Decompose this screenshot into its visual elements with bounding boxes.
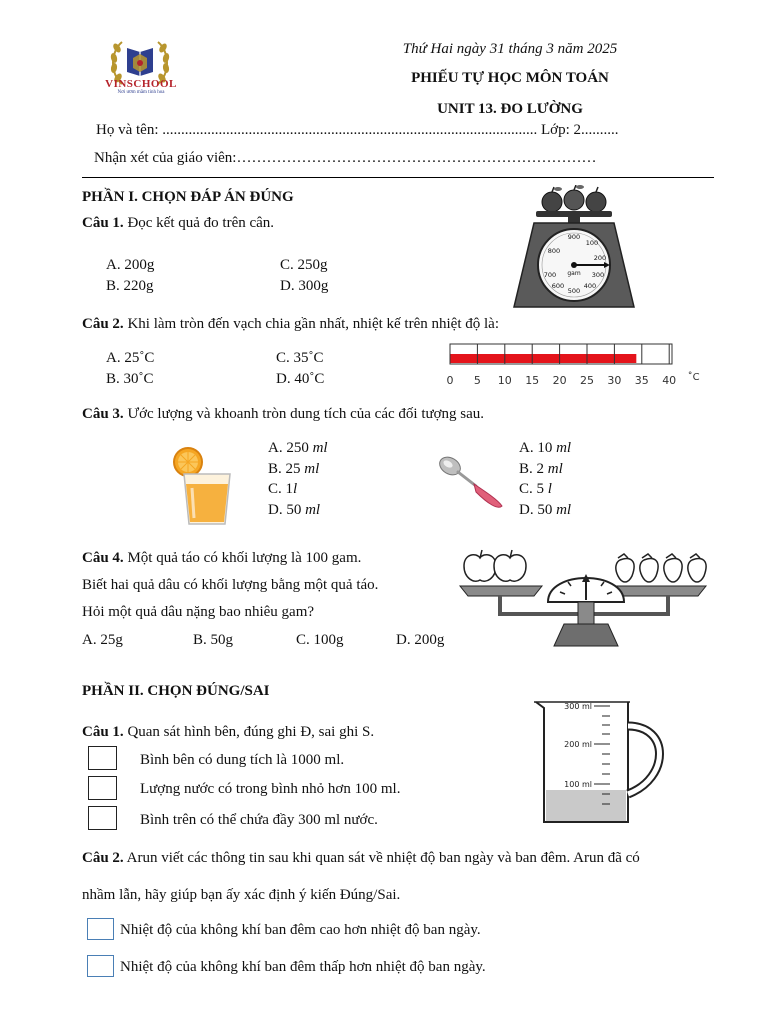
question-text: Quan sát hình bên, đúng ghi Đ, sai ghi S. xyxy=(123,724,375,740)
question-text: Ước lượng và khoanh tròn dung tích của các đối tượng sau. xyxy=(123,406,485,422)
thermometer-level xyxy=(450,354,636,363)
option-a[interactable]: A. 25g xyxy=(82,632,123,648)
statement-text: Nhiệt độ của không khí ban đêm cao hơn nhiệt độ ban ngày. xyxy=(120,922,481,938)
part2-q2-text xyxy=(82,848,640,868)
part1-q1-text xyxy=(82,213,274,233)
part1-q4-text xyxy=(82,548,361,568)
option-b[interactable]: B. 50g xyxy=(193,632,234,648)
answer-box[interactable] xyxy=(88,776,117,800)
scale-tick-label: 200 xyxy=(593,254,607,262)
question-text: Arun viết các thông tin sau khi quan sát về nhiệt độ ban ngày và ban đêm. Arun đã có xyxy=(123,850,640,866)
question-label: Câu 2. xyxy=(82,850,124,866)
glass-options xyxy=(268,438,328,520)
thermometer-tick-label: 30 xyxy=(607,374,622,387)
thermometer-tick-label: 40 xyxy=(662,374,677,387)
part1-q4-line2: Biết hai quả dâu có khối lượng bằng một quả táo. xyxy=(82,577,379,593)
apple-icon xyxy=(542,185,606,212)
measuring-jug-figure xyxy=(530,698,670,828)
option-b[interactable]: B. 25 ml xyxy=(268,460,320,477)
thermometer-tick-label: 20 xyxy=(552,374,567,387)
option-c[interactable]: C. 100g xyxy=(296,632,344,648)
scale-tick-label: 900 xyxy=(567,233,581,241)
option-a[interactable]: A. 10 ml xyxy=(519,440,572,456)
statement-text: Bình trên có thể chứa đầy 300 ml nước. xyxy=(140,812,378,828)
jug-mark-label: 200 ml xyxy=(564,740,592,749)
jug-mark-label: 100 ml xyxy=(564,780,592,789)
scale-tick-label: 400 xyxy=(583,282,597,290)
thermometer-tick-label: 0 xyxy=(446,374,454,387)
option-c[interactable]: C. 1l xyxy=(268,481,298,498)
school-name: VINSCHOOL xyxy=(105,78,177,90)
spoon-figure xyxy=(436,454,508,514)
statement-text: Lượng nước có trong bình nhỏ hơn 100 ml. xyxy=(140,781,401,797)
scale-tick-label: 500 xyxy=(567,287,581,295)
part1-q4-line3: Hỏi một quả dâu nặng bao nhiêu gam? xyxy=(82,604,315,620)
balance-scale-figure xyxy=(456,542,722,656)
question-text: Đọc kết quả đo trên cân. xyxy=(123,215,275,231)
option-d[interactable]: D. 50 ml xyxy=(519,501,572,518)
scale-tick-label: 300 xyxy=(591,271,605,279)
question-label: Câu 3. xyxy=(82,406,124,422)
scale-tick-label: 700 xyxy=(543,271,557,279)
question-label: Câu 2. xyxy=(82,316,124,332)
statement-text: Nhiệt độ của không khí ban đêm thấp hơn nhiệt độ ban ngày. xyxy=(120,959,486,975)
worksheet-title: PHIẾU TỰ HỌC MÔN TOÁN xyxy=(411,70,609,86)
scale-tick-label: 600 xyxy=(551,282,565,290)
question-label: Câu 1. xyxy=(82,215,124,231)
scale-tick-label: 800 xyxy=(547,247,561,255)
option-d[interactable]: D. 200g xyxy=(396,632,445,648)
thermometer-tick-label: 15 xyxy=(525,374,540,387)
part2-q1-text xyxy=(82,722,374,742)
part1-heading: PHẦN I. CHỌN ĐÁP ÁN ĐÚNG xyxy=(82,189,294,205)
student-name-line[interactable]: Họ và tên: .................................................................................................... Lớp: 2.......... xyxy=(96,122,619,138)
header-divider xyxy=(82,177,714,178)
option-b[interactable]: B. 2 ml xyxy=(519,460,563,477)
option-d[interactable]: D. 40˚C xyxy=(276,371,325,387)
juice-glass-figure xyxy=(168,444,240,528)
option-b[interactable]: B. 220g xyxy=(106,278,154,294)
question-text: Một quả táo có khối lượng là 100 gam. xyxy=(123,550,362,566)
answer-box[interactable] xyxy=(88,746,117,770)
thermometer-tick-label: 35 xyxy=(634,374,649,387)
answer-box[interactable] xyxy=(87,918,114,940)
option-d[interactable]: D. 50 ml xyxy=(268,501,321,518)
option-b[interactable]: B. 30˚C xyxy=(106,371,154,387)
option-c[interactable]: C. 5 l xyxy=(519,481,552,498)
answer-box[interactable] xyxy=(87,955,114,977)
scale-tick-label: 100 xyxy=(585,239,599,247)
apple-icon xyxy=(464,550,526,581)
option-c[interactable]: C. 250g xyxy=(280,257,328,273)
scale-unit: gam xyxy=(567,270,581,277)
option-c[interactable]: C. 35˚C xyxy=(276,350,324,366)
teacher-comment-line[interactable]: Nhận xét của giáo viên:……………………………………………………………… xyxy=(94,150,597,166)
kitchen-scale-figure xyxy=(508,185,640,311)
part1-q2-text xyxy=(82,314,499,334)
thermometer-figure xyxy=(440,340,710,388)
option-a[interactable]: A. 200g xyxy=(106,257,155,273)
thermometer-tick-label: 25 xyxy=(580,374,594,387)
unit-title: UNIT 13. ĐO LƯỜNG xyxy=(437,101,583,117)
spoon-icon xyxy=(436,454,508,514)
option-d[interactable]: D. 300g xyxy=(280,278,329,294)
spoon-options xyxy=(519,438,571,520)
measuring-jug-icon xyxy=(530,698,670,828)
worksheet-date: Thứ Hai ngày 31 tháng 3 năm 2025 xyxy=(402,41,618,57)
option-a[interactable]: A. 25˚C xyxy=(106,350,155,366)
part1-q3-text xyxy=(82,404,484,424)
question-label: Câu 1. xyxy=(82,724,124,740)
part2-q2-line2: nhầm lẫn, hãy giúp bạn ấy xác định ý kiến Đúng/Sai. xyxy=(82,887,401,903)
question-text: Khi làm tròn đến vạch chia gần nhất, nhiệt kế trên nhiệt độ là: xyxy=(123,316,499,332)
orange-slice-icon xyxy=(174,448,202,476)
statement-text: Bình bên có dung tích là 1000 ml. xyxy=(140,752,345,768)
question-label: Câu 4. xyxy=(82,550,124,566)
jug-mark-label: 300 ml xyxy=(564,702,592,711)
thermometer-tick-label: 10 xyxy=(497,374,512,387)
answer-box[interactable] xyxy=(88,806,117,830)
part2-heading: PHẦN II. CHỌN ĐÚNG/SAI xyxy=(82,683,270,699)
thermometer-tick-label: 5 xyxy=(473,374,481,387)
strawberry-icon xyxy=(616,554,706,582)
school-slogan: Nơi ươm mầm tinh hoa xyxy=(117,90,165,95)
option-a[interactable]: A. 250 ml xyxy=(268,440,328,456)
thermometer-unit: ˚C xyxy=(687,372,700,383)
